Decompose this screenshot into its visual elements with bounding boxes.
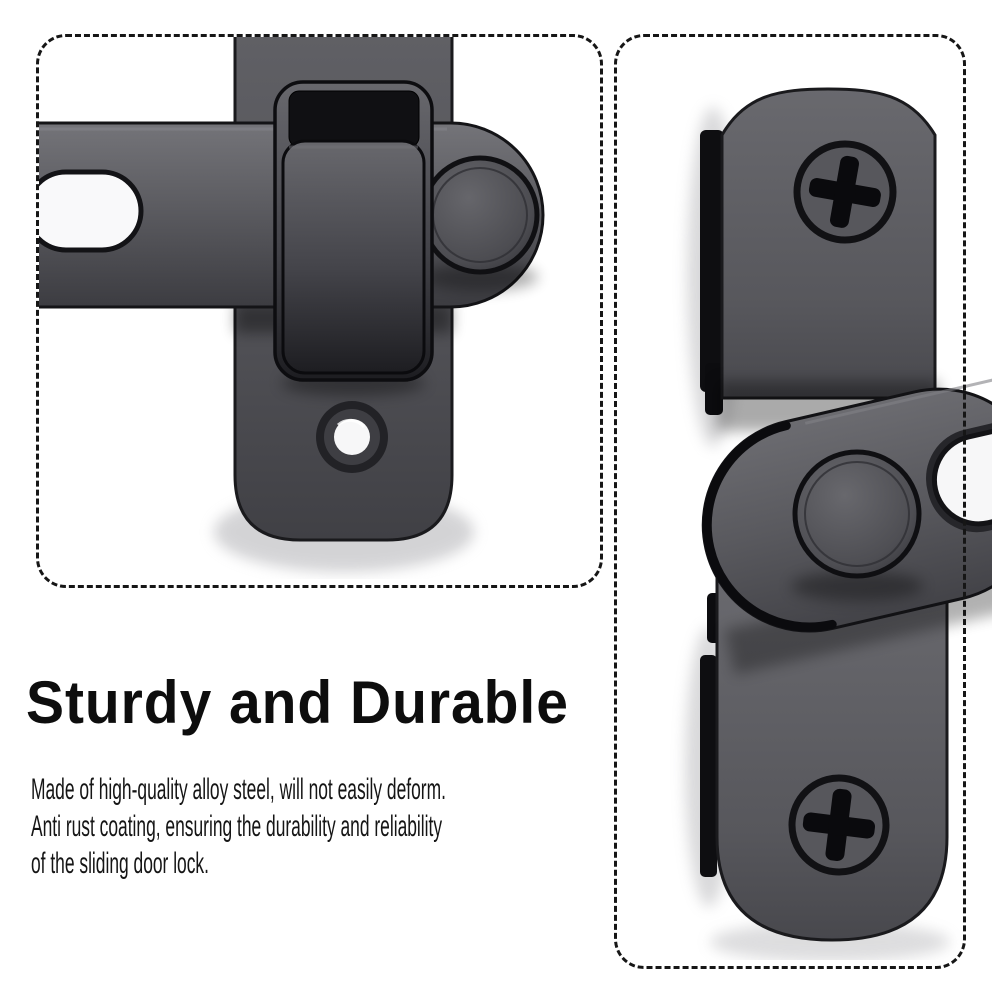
mounting-plate-top xyxy=(722,89,935,398)
strap-opening xyxy=(289,91,419,147)
bolt-slot xyxy=(39,172,141,250)
page-title: Sturdy and Durable xyxy=(26,669,569,736)
description-line: Anti rust coating, ensuring the durability and reliability xyxy=(31,810,443,843)
latch-closeup-illustration xyxy=(39,37,594,579)
description-line: Made of high-quality alloy steel, will not easily deform. xyxy=(31,773,446,806)
latch-closeup-photo xyxy=(39,37,594,579)
screw-hole xyxy=(316,401,388,473)
description-line: of the sliding door lock. xyxy=(31,847,209,880)
product-description xyxy=(31,771,446,882)
latch-knob xyxy=(423,158,537,272)
bolt-knob-side xyxy=(795,452,919,576)
keeper-strap xyxy=(275,82,432,380)
latch-sideview-photo xyxy=(617,37,992,960)
latch-sideview-illustration xyxy=(617,37,992,960)
